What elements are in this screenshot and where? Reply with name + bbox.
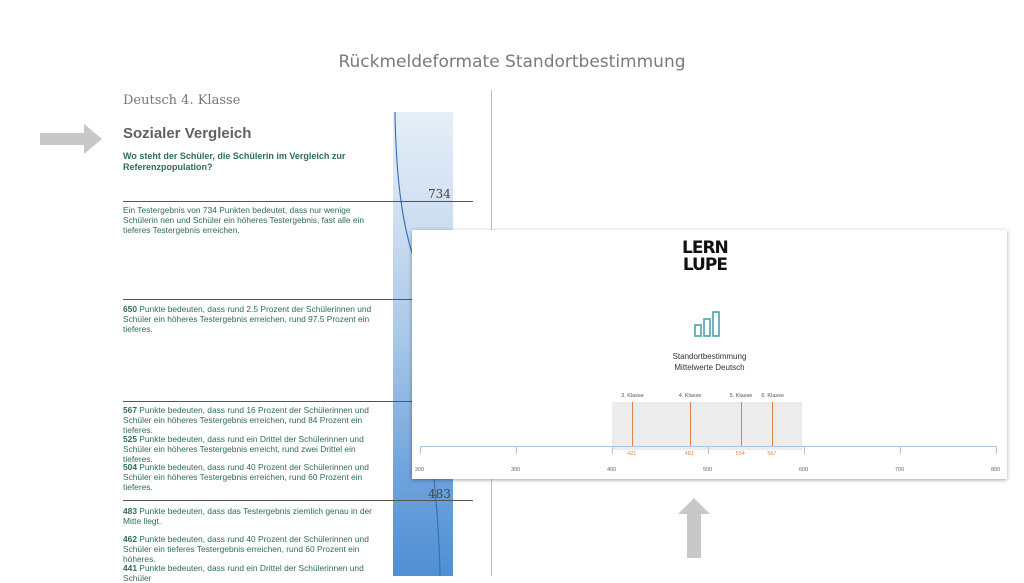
paragraph: 462 Punkte bedeuten, dass rund 40 Prozent der Schülerinnen und Schüler ein tieferes Testergebnis erreichen, rund 60 Prozent ein höheres. <box>123 534 369 564</box>
axis-tick-label: 400 <box>607 467 617 473</box>
axis-tick-label: 600 <box>799 467 809 473</box>
document-question: Wo steht der Schüler, die Schülerin im Vergleich zur Referenzpopulation? <box>123 151 346 172</box>
axis-tick <box>996 446 997 454</box>
axis-tick-label: 200 <box>415 467 425 473</box>
score-label: 734 <box>428 187 451 201</box>
paragraph: 567 Punkte bedeuten, dass rund 16 Prozent der Schülerinnen und Schüler ein höheres Testergebnis erreichen, rund 84 Prozent ein tieferes. <box>123 405 369 435</box>
paragraph: 441 Punkte bedeuten, dass rund ein Drittel der Schülerinnen und Schüler <box>123 563 364 583</box>
divider <box>123 201 473 202</box>
grade-label: 6. Klasse <box>761 393 784 399</box>
grade-mean-line <box>772 402 773 446</box>
grade-mean-line <box>741 402 742 446</box>
paragraph: 504 Punkte bedeuten, dass rund 40 Prozent der Schülerinnen und Schüler ein höheres Testergebnis erreichen, rund 60 Prozent ein tieferes. <box>123 462 369 492</box>
lernlupe-title: Standortbestimmung <box>672 352 747 361</box>
paragraph: 650 Punkte bedeuten, dass rund 2.5 Prozent der Schülerinnen und Schüler ein höheres Testergebnis erreichen, rund 97.5 Prozent ein tieferes. <box>123 304 372 334</box>
lernlupe-subtitle: Mittelwerte Deutsch <box>674 363 745 372</box>
axis-tick-label: 500 <box>703 467 713 473</box>
score-label: 483 <box>428 487 451 501</box>
paragraph: Ein Testergebnis von 734 Punkten bedeutet, dass nur wenige Schülerin nen und Schüler ein höheres Testergebnis, fast alle ein tieferes Testergebnis erreichen. <box>123 205 365 235</box>
grade-label: 4. Klasse <box>678 393 702 399</box>
divider <box>123 500 473 501</box>
grade-label: 3. Klasse <box>621 393 644 399</box>
grade-mean-line <box>632 402 633 446</box>
arrow-right-icon <box>40 124 102 154</box>
grade-range-shade <box>612 402 802 450</box>
axis-tick <box>804 446 805 454</box>
axis-tick <box>420 446 421 454</box>
slide-title: Rückmeldeformate Standortbestimmung <box>338 52 686 72</box>
axis-tick-label: 800 <box>991 467 1001 473</box>
lernlupe-logo: LERN LUPE <box>682 238 728 275</box>
lernlupe-card <box>412 230 1007 479</box>
grade-mean-value: 421 <box>627 451 637 457</box>
axis-tick <box>900 446 901 454</box>
axis-tick-label: 700 <box>895 467 905 473</box>
grade-mean-value: 481 <box>684 451 694 457</box>
axis-tick <box>516 446 517 454</box>
bar-chart-icon <box>694 311 722 337</box>
grade-label: 5. Klasse <box>729 393 753 399</box>
paragraph: 525 Punkte bedeuten, dass rund ein Drittel der Schülerinnen und Schüler ein höheres Testergebnis erreicht, rund zwei Drittel ein tieferes. <box>123 434 364 464</box>
document-heading: Sozialer Vergleich <box>123 125 252 142</box>
document-subject: Deutsch 4. Klasse <box>123 93 241 108</box>
grade-mean-value: 534 <box>735 451 745 457</box>
axis-tick <box>708 446 709 454</box>
paragraph: 483 Punkte bedeuten, dass das Testergebnis ziemlich genau in der Mitte liegt. <box>123 506 372 526</box>
grade-mean-line <box>690 402 691 446</box>
arrow-up-icon <box>678 498 710 558</box>
grade-mean-value: 567 <box>767 451 777 457</box>
axis-tick <box>612 446 613 454</box>
axis-tick-label: 300 <box>511 467 521 473</box>
